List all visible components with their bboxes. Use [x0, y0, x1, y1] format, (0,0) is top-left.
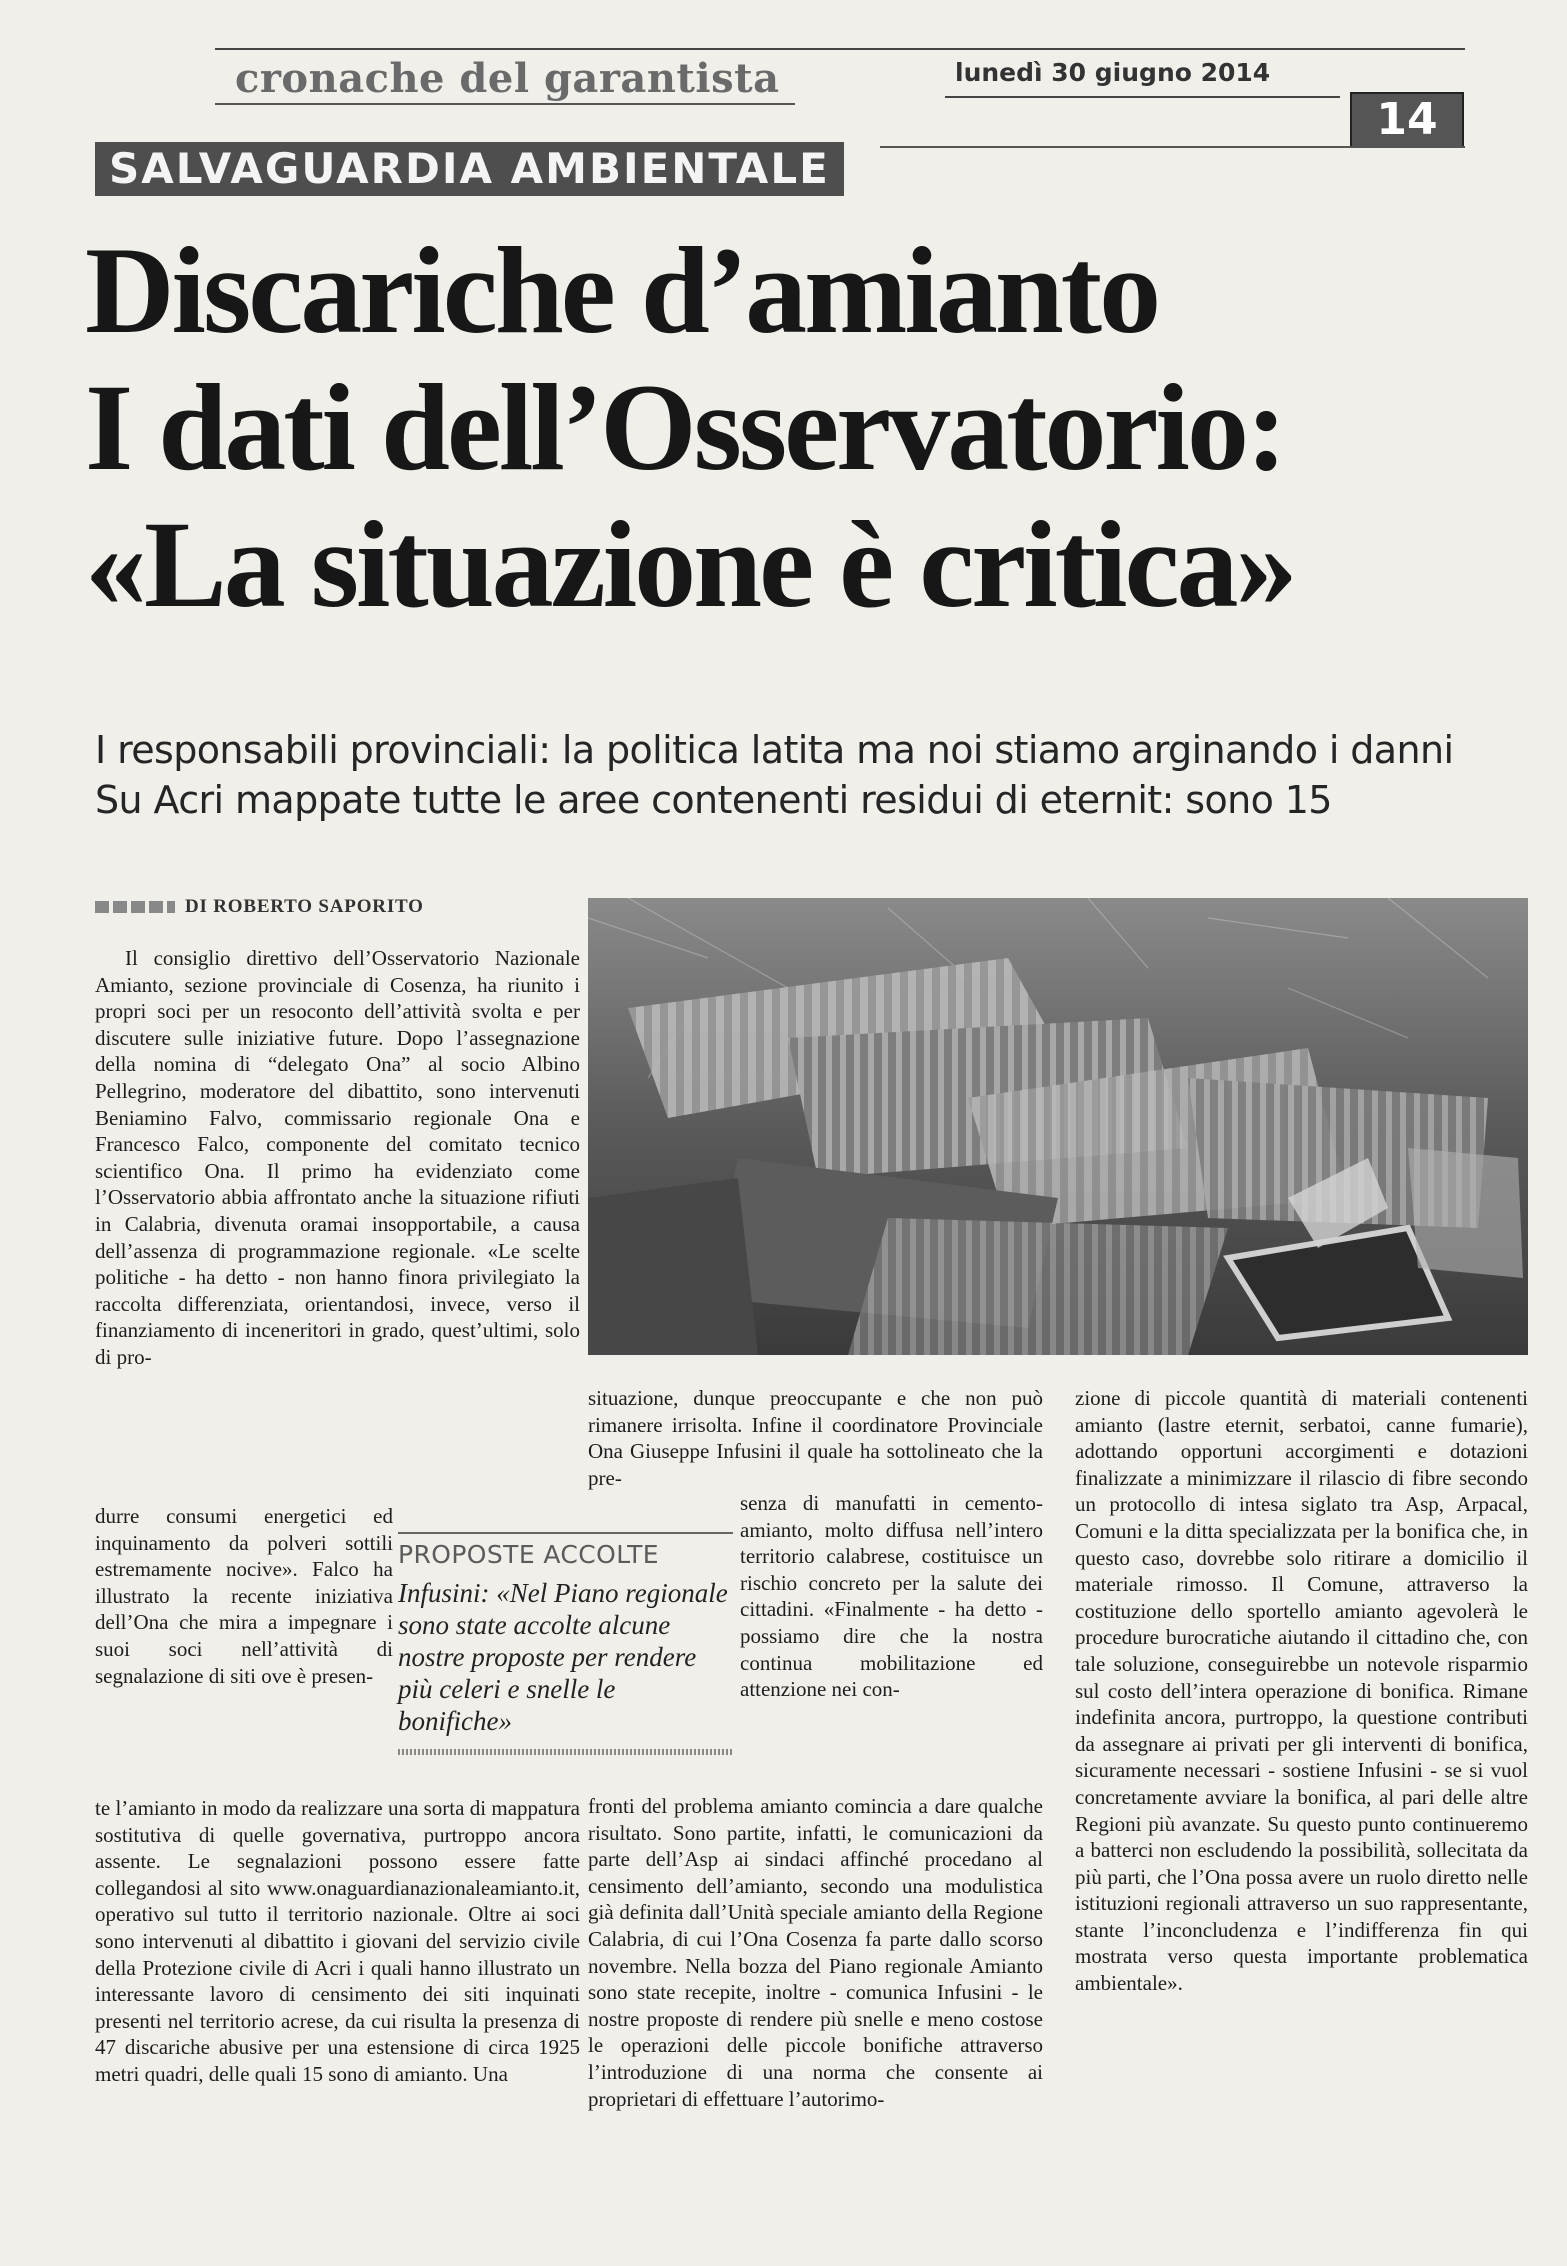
headline [85, 222, 1525, 633]
pull-quote-title: PROPOSTE ACCOLTE [398, 1540, 659, 1569]
section-name: cronache del garantista [235, 55, 780, 102]
article-column-1-bottom: te l’amianto in modo da realizzare una sorta di mappatura sostitutiva di quelle governativa, purtroppo ancora assente. Le segnalazioni possono essere fatte collegandosi al sito www.onaguardianazionaleamianto.it, operativo sul tutto il territorio nazionale. Oltre ai soci sono intervenuti al dibattito i giovani del servizio civile della Protezione civile di Acri i quali hanno illustrato un interessante lavoro di censimento dei siti inquinati presenti nel territorio acrese, da cui risulta la presenza di 47 discariche abusive per una estensione di circa 1925 metri quadri, delle quali 15 sono di amianto. Una [95, 1796, 580, 2086]
article-photo-asbestos-debris [588, 898, 1528, 1355]
article-column-2-top: situazione, dunque preoccupante e che non può rimanere irrisolta. Infine il coordinatore Provinciale Ona Giuseppe Infusini il quale ha sottolineato che la pre- [588, 1386, 1043, 1490]
headline-line-1: Discariche d’amianto [85, 222, 1159, 359]
headline-line-2: I dati dell’Osservatorio: [85, 359, 1285, 496]
headline-line-3: «La situazione è critica» [85, 496, 1295, 633]
byline [95, 896, 424, 918]
article-column-2-bottom: fronti del problema amianto comincia a dare qualche risultato. Sono partite, infatti, le comunicazioni da parte dell’Asp ai sindaci affinché procedano al censimento dell’amianto, secondo una modulistica già definita dall’Unità speciale amianto della Regione Calabria, di cui l’Ona Cosenza fa parte dallo scorso novembre. Nella bozza del Piano regionale Amianto sono state recepite, inoltre - comunica Infusini - le nostre proposte di rendere più snelle e meno costose le operazioni delle piccole bonifiche attraverso l’introduzione di una norma che consente ai proprietari di effettuare l’autorimo- [588, 1794, 1043, 2111]
byline-author: DI ROBERTO SAPORITO [185, 896, 424, 917]
article-column-1-top: Il consiglio direttivo dell’Osservatorio Nazionale Amianto, sezione provinciale di Cosenza, ha riunito i propri soci per un resoconto dell’attività svolta e per discutere sulle iniziative future. Dopo l’assegnazione della nomina di “delegato Ona” al socio Albino Pellegrino, moderatore del dibattito, sono intervenuti Beniamino Falvo, commissario regionale Ona e Francesco Falco, componente del comitato tecnico scientifico Ona. Il primo ha evidenziato come l’Osservatorio abbia affrontato anche la situazione rifiuti in Calabria, divenuta oramai insopportabile, a causa dell’assenza di programmazione regionale. «Le scelte politiche - ha detto - non hanno finora privilegiato la raccolta differenziata, orientandosi, invece, verso il finanziamento di inceneritori in grado, quest’ultimi, solo di pro- [95, 946, 580, 1369]
pull-quote-text: Infusini: «Nel Piano regionale sono state accolte alcune nostre proposte per rendere più celeri e snelle le bonifiche» [398, 1578, 728, 1736]
subheadline-line-2: Su Acri mappate tutte le aree contenenti residui di eternit: sono 15 [95, 778, 1332, 822]
article-column-3: zione di piccole quantità di materiali contenenti amianto (lastre eternit, serbatoi, canne fumarie), adottando opportuni accorgimenti e dotazioni finalizzate a minimizzare il rilascio di fibre secondo un protocollo di intesa siglato tra Asp, Arpacal, Comuni e la ditta specializzata per la bonifica che, in questo caso, dovrebbe solo ritirare a domicilio il materiale rimosso. Il Comune, attraverso la costituzione dello sportello amianto agevolerà le procedure burocratiche aiutando il cittadino che, con tale soluzione, conseguirebbe un notevole risparmio sul costo dell’intera operazione di bonifica. Rimane indefinita ancora, purtroppo, la questione contributi da assegnare ai privati per gli interventi di bonifica, sicuramente necessari - sostiene Infusini - se si vuol concretamente avviare la bonifica, al pari delle altre Regioni più avanzate. Su questo punto continueremo a batterci non escludendo la possibilità, sollecitata da più parti, che l’Ona possa avere un ruolo diretto nelle istituzioni regionali attraverso un suo rappresentante, stante l’inconcludenza e l’indifferenza fin qui mostrata verso questa importante problematica ambientale». [1075, 1386, 1528, 1996]
issue-date: lunedì 30 giugno 2014 [955, 58, 1271, 87]
header-rule [215, 48, 1465, 50]
section-band-rule [880, 146, 1465, 148]
pull-quote-bottom-rule [398, 1749, 733, 1755]
section-band: SALVAGUARDIA AMBIENTALE [95, 142, 844, 196]
pull-quote [398, 1532, 733, 1755]
date-underline [945, 96, 1340, 98]
article-column-2-wrap: senza di manufatti in cemento-amianto, molto diffusa nell’intero territorio calabrese, costituisce un rischio concreto per la salute dei cittadini. «Finalmente - ha detto - possiamo dire che la nostra continua mobilitazione ed attenzione nei con- [740, 1491, 1043, 1702]
byline-marker [95, 901, 175, 913]
subheadline-line-1: I responsabili provinciali: la politica latita ma noi stiamo arginando i danni [95, 728, 1454, 772]
section-name-underline [215, 103, 795, 105]
subheadline [95, 725, 1535, 825]
pull-quote-rule [398, 1532, 733, 1534]
article-column-1-wrap: durre consumi energetici ed inquinamento da polveri sottili estremamente nocive». Falco ha illustrato la recente iniziativa dell’Ona che mira a impegnare i suoi soci nell’attività di segnalazione di siti ove è presen- [95, 1504, 393, 1688]
page-number-badge: 14 [1350, 92, 1464, 148]
